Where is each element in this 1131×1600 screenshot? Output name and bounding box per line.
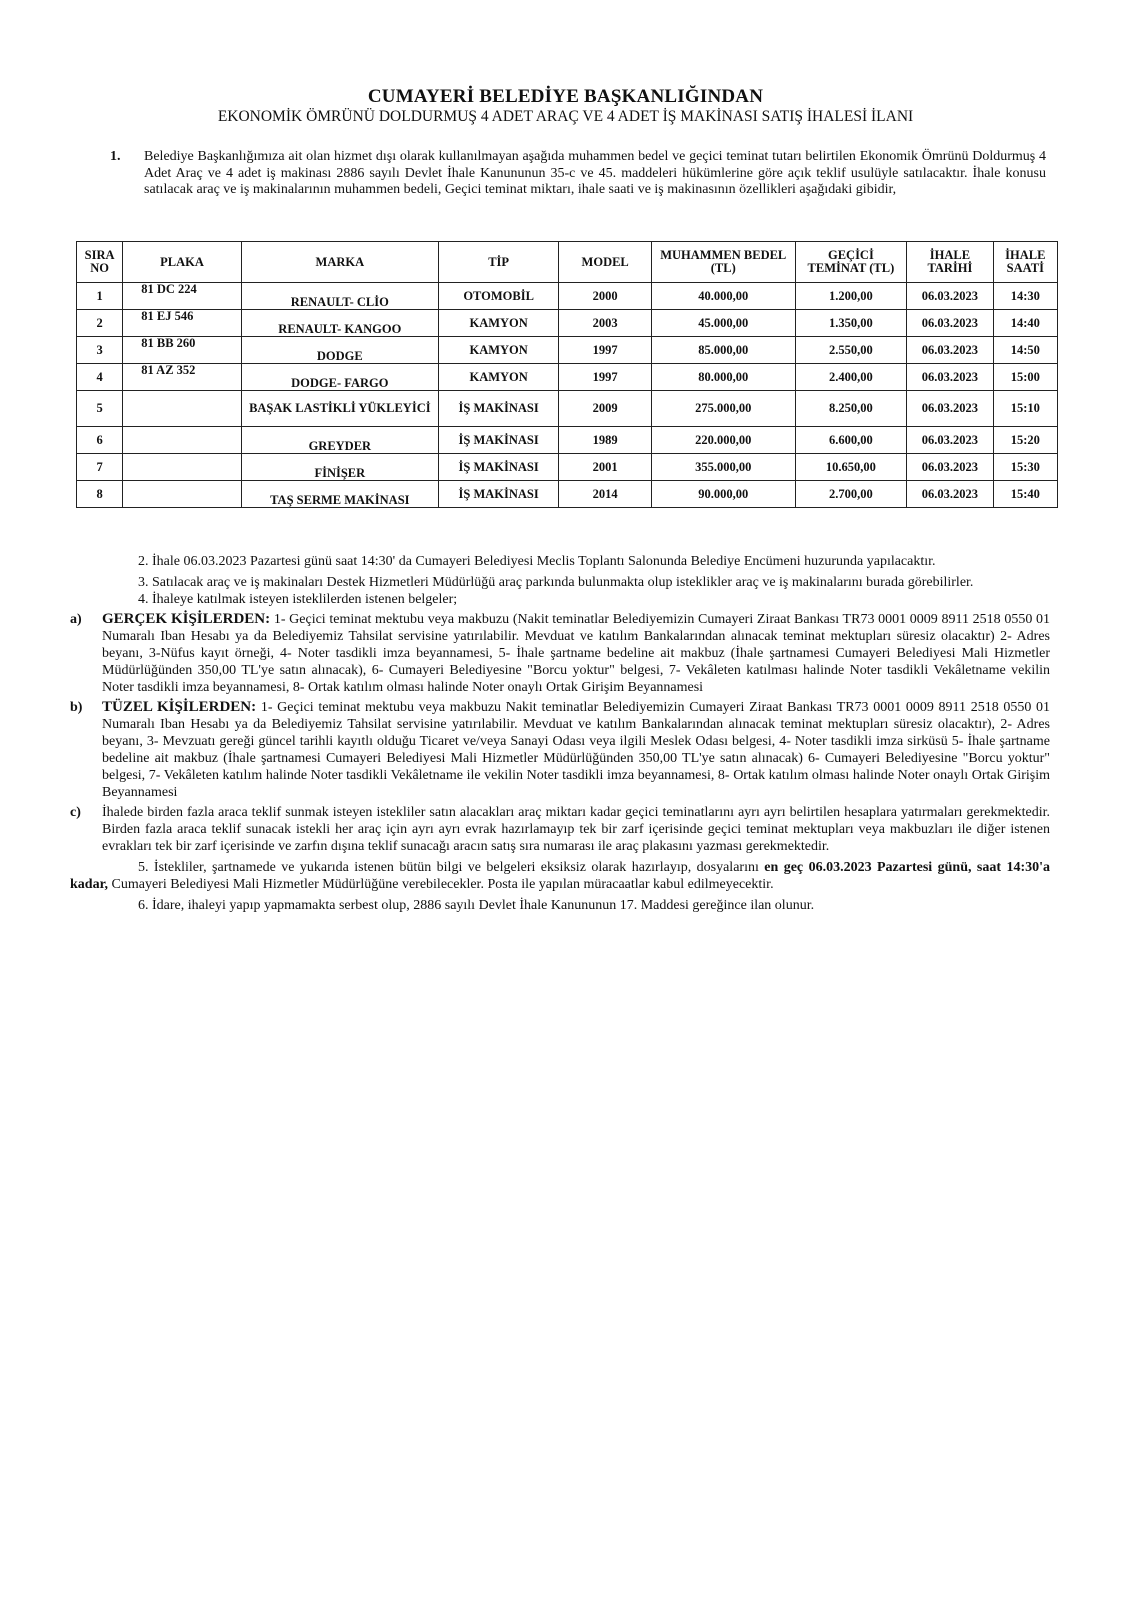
cell-sira: 2 [77,310,123,337]
cell-model: 1997 [559,364,651,391]
deadline-text: en geç 06.03.2023 Pazartesi günü, saat 14:30'a kadar, [70,860,1050,892]
cell-tarih: 06.03.2023 [907,427,993,454]
cell-sira: 3 [77,337,123,364]
cell-bedel: 85.000,00 [651,337,795,364]
cell-tip: KAMYON [438,337,559,364]
cell-sira: 5 [77,391,123,427]
cell-model: 2001 [559,454,651,481]
cell-tarih: 06.03.2023 [907,283,993,310]
cell-sira: 7 [77,454,123,481]
legal-entities-heading: TÜZEL KİŞİLERDEN: [102,699,257,715]
header-sira-no: SIRA NO [77,242,123,283]
cell-saat: 15:30 [993,454,1057,481]
table-row [77,427,1058,454]
header-marka: MARKA [241,242,438,283]
cell-plaka [123,454,242,481]
paragraph-6: 6. İdare, ihaleyi yapıp yapmamakta serbest olup, 2886 sayılı Devlet İhale Kanununun 17. Maddesi gereğince ilan olunur. [138,898,815,913]
cell-plaka [123,481,242,508]
cell-saat: 14:40 [993,310,1057,337]
header-ihale-tarihi: İHALE TARİHİ [907,242,993,283]
cell-plaka: 81 DC 224 [123,283,242,310]
cell-saat: 14:50 [993,337,1057,364]
header-muhammen-bedel: MUHAMMEN BEDEL (TL) [651,242,795,283]
table-row [77,283,1058,310]
cell-bedel: 40.000,00 [651,283,795,310]
paragraph-5-end: Cumayeri Belediyesi Mali Hizmetler Müdürlüğüne verebilecekler. Posta ile yapılan müracaatlar kabul edilmeyecektir. [111,877,774,892]
individuals-heading: GERÇEK KİŞİLERDEN: [102,611,271,627]
header-plaka: PLAKA [123,242,242,283]
cell-model: 2000 [559,283,651,310]
paragraph-5-start: 5. İstekliler, şartnamede ve yukarıda istenen bütün bilgi ve belgeleri eksiksiz olarak hazırlayıp, dosyalarını [138,860,759,875]
cell-sira: 8 [77,481,123,508]
requirements-legal-entities [70,699,1050,801]
cell-marka: DODGE- FARGO [241,364,438,391]
cell-teminat: 8.250,00 [795,391,907,427]
header-gecici-teminat: GEÇİCİ TEMİNAT (TL) [795,242,907,283]
item-label-b: b) [70,700,83,715]
header-tip: TİP [438,242,559,283]
cell-bedel: 275.000,00 [651,391,795,427]
page-subtitle: EKONOMİK ÖMRÜNÜ DOLDURMUŞ 4 ADET ARAÇ VE 4 ADET İŞ MAKİNASI SATIŞ İHALESİ İLANI [217,108,914,125]
legal-entities-text: 1- Geçici teminat mektubu veya makbuzu Nakit teminatlar Belediyemizin Cumayeri Ziraat Bankası TR73 0001 0009 8911 2518 0550 01 Numaralı Iban Hesabı ya da Belediyemiz Tahsilat servisine yatırılabilir. Mevduat ve katılım Bankalarından alınacak teminat mektupları süresiz olacaktır), 2- Adres beyanı, 3- Mevzuatı gereği güncel tarihli kayıtlı olduğu Ticaret ve/veya Sanayi Odası veya ilgili Meslek Odası belgesi, 4- Noter tasdikli imza sirküsü 5- İhale şartname bedeline ait makbuz (İhale şartnamesi Cumayeri Belediyesi Mali Hizmetler Müdürlüğünden 350,00 TL'ye satın alınacak) 6- Cumayeri Belediyesine "Borcu yoktur" belgesi, 7- Vekâleten katılım halinde Noter tasdikli Vekâletname ile vekilin Noter tasdikli imza beyannamesi, 8- Ortak katılım olması halinde Noter onaylı Ortak Girişim Beyannamesi [102,700,1051,800]
cell-model: 2014 [559,481,651,508]
cell-bedel: 90.000,00 [651,481,795,508]
cell-model: 2009 [559,391,651,427]
cell-saat: 15:20 [993,427,1057,454]
requirements-individuals [70,611,1050,696]
intro-number: 1. [110,149,121,164]
cell-marka: BAŞAK LASTİKLİ YÜKLEYİCİ [241,391,438,427]
auction-items-table [76,241,1058,508]
cell-tarih: 06.03.2023 [907,481,993,508]
cell-teminat: 1.200,00 [795,283,907,310]
cell-plaka: 81 AZ 352 [123,364,242,391]
cell-plaka [123,427,242,454]
intro-paragraph [110,149,1046,199]
cell-marka: FİNİŞER [241,454,438,481]
multiple-bids-text: İhalede birden fazla araca teklif sunmak isteyen istekliler satın alacakları araç miktarı kadar geçici teminatlarını ayrı ayrı belirtilen hesaplara yatırmaları gerekmektedir. Birden fazla araca teklif sunacak istekli her araç için ayrı ayrı evrak hazırlamayıp tek bir zarf içerisinde geçici teminat mektupları veya makbuzları ile diğer istenen evrakları tek bir zarf içerisinde ve zarfın dışına teklif sunacağı aracın satış sıra numarası ile araç plakasını yazması gerekmektedir. [102,805,1050,854]
cell-tip: İŞ MAKİNASI [438,481,559,508]
cell-tarih: 06.03.2023 [907,337,993,364]
cell-sira: 4 [77,364,123,391]
paragraph-5 [70,859,1050,893]
cell-marka: TAŞ SERME MAKİNASI [241,481,438,508]
cell-marka: RENAULT- KANGOO [241,310,438,337]
cell-teminat: 10.650,00 [795,454,907,481]
cell-bedel: 45.000,00 [651,310,795,337]
cell-saat: 14:30 [993,283,1057,310]
cell-model: 1989 [559,427,651,454]
cell-plaka: 81 EJ 546 [123,310,242,337]
individuals-text: 1- Geçici teminat mektubu veya makbuzu (Nakit teminatlar Belediyemizin Cumayeri Ziraat Bankası TR73 0001 0009 8911 2518 0550 01 Numaralı Iban Hesabı ya da Belediyemiz Tahsilat servisine yatırılabilir. Mevduat ve katılım Bankalarından alınacak teminat mektupları süresiz olacaktır) 2- Adres beyanı, 3-Nüfus kayıt örneği, 4- Noter tasdikli imza beyannamesi, 5- İhale şartname bedeline ait makbuz (İhale şartnamesi Cumayeri Belediyesi Mali Hizmetler Müdürlüğünden 350,00 TL'ye satın alınacak), 6- Cumayeri Belediyesine "Borcu yoktur" belgesi, 7- Vekâleten katılması halinde Noter tasdikli Vekâletname vekilin Noter tasdikli imza beyannamesi, 8- Ortak katılım olması halinde Noter onaylı Ortak Girişim Beyannamesi [102,612,1051,695]
cell-bedel: 355.000,00 [651,454,795,481]
table-row [77,337,1058,364]
paragraph-2: 2. İhale 06.03.2023 Pazartesi günü saat 14:30' da Cumayeri Belediyesi Meclis Toplantı Salonunda Belediye Encümeni huzurunda yapılacaktır. [138,554,936,569]
document-body [70,553,1050,914]
cell-tip: KAMYON [438,310,559,337]
cell-marka: GREYDER [241,427,438,454]
cell-marka: RENAULT- CLİO [241,283,438,310]
cell-teminat: 2.700,00 [795,481,907,508]
table-row [77,310,1058,337]
cell-sira: 1 [77,283,123,310]
cell-saat: 15:40 [993,481,1057,508]
page-title: CUMAYERİ BELEDİYE BAŞKANLIĞINDAN [367,86,764,107]
table-row [77,454,1058,481]
intro-text: Belediye Başkanlığımıza ait olan hizmet dışı olarak kullanılmayan aşağıda muhammen bedel ve geçici teminat tutarı belirtilen Ekonomik Ömrünü Doldurmuş 4 Adet Araç ve 4 adet iş makinası 2886 sayılı Devlet İhale Kanununun 35-c ve 45. maddeleri hükümlerine göre açık teklif usulüyle satılacaktır. İhale konusu satılacak araç ve iş makinalarının muhammen bedeli, Geçici teminat miktarı, ihale saati ve iş makinasının özellikleri aşağıdaki gibidir, [144,149,1046,197]
table-row [77,391,1058,427]
cell-tip: İŞ MAKİNASI [438,427,559,454]
cell-tarih: 06.03.2023 [907,364,993,391]
paragraph-3: 3. Satılacak araç ve iş makinaları Destek Hizmetleri Müdürlüğü araç parkında bulunmakta olup isteklikler araç ve iş makinalarını burada görebilirler. [138,575,974,590]
cell-sira: 6 [77,427,123,454]
cell-teminat: 2.400,00 [795,364,907,391]
cell-tip: İŞ MAKİNASI [438,454,559,481]
cell-teminat: 1.350,00 [795,310,907,337]
paragraph-4: 4. İhaleye katılmak isteyen isteklilerden istenen belgeler; [138,592,458,607]
cell-saat: 15:00 [993,364,1057,391]
cell-tarih: 06.03.2023 [907,310,993,337]
table-header-row [77,242,1058,283]
table-row [77,364,1058,391]
cell-model: 2003 [559,310,651,337]
cell-bedel: 80.000,00 [651,364,795,391]
cell-plaka [123,391,242,427]
cell-tarih: 06.03.2023 [907,454,993,481]
cell-teminat: 6.600,00 [795,427,907,454]
table-row [77,481,1058,508]
cell-tarih: 06.03.2023 [907,391,993,427]
cell-marka: DODGE [241,337,438,364]
cell-tip: İŞ MAKİNASI [438,391,559,427]
cell-saat: 15:10 [993,391,1057,427]
item-label-a: a) [70,612,82,627]
cell-tip: OTOMOBİL [438,283,559,310]
cell-teminat: 2.550,00 [795,337,907,364]
header-ihale-saati: İHALE SAATİ [993,242,1057,283]
cell-plaka: 81 BB 260 [123,337,242,364]
cell-bedel: 220.000,00 [651,427,795,454]
requirements-multiple-bids [70,804,1050,855]
cell-tip: KAMYON [438,364,559,391]
cell-model: 1997 [559,337,651,364]
header-model: MODEL [559,242,651,283]
item-label-c: c) [70,805,81,820]
